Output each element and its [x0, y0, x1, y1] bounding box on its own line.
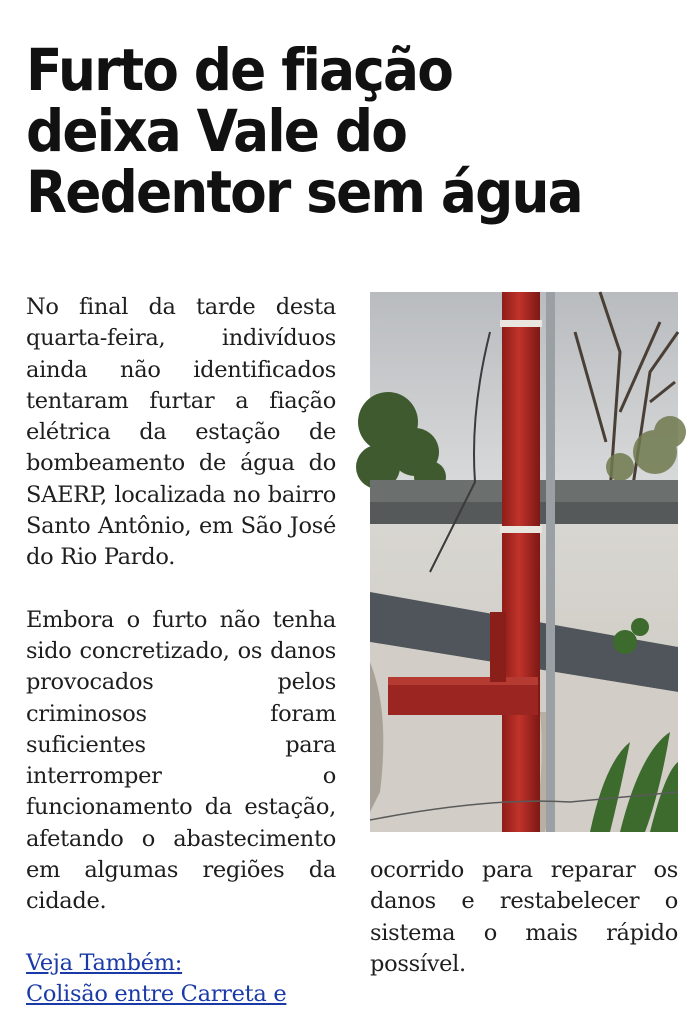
article-headline: Furto de fiação deixa Vale do Redentor sem água	[26, 36, 582, 226]
see-also-block[interactable]	[26, 948, 336, 1010]
article-body-left-column	[26, 292, 336, 1010]
article-photo	[370, 292, 678, 832]
photo-utility-pole-wall-icon	[370, 292, 678, 832]
article-paragraph-2: Embora o furto não tenha sido concretizado, os danos provocados pelos criminosos foram suficientes para interromper o funcionamento da estação, afetando o abastecimento em algumas regiões da cidade.	[26, 606, 336, 915]
see-also-link[interactable]: Colisão entre Carreta e	[26, 980, 287, 1007]
article-continuation: ocorrido para reparar os danos e restabelecer o sistema o mais rápido possível.	[370, 857, 678, 977]
see-also-label[interactable]: Veja Também:	[26, 949, 183, 976]
article-paragraph-1: No final da tarde desta quarta-feira, indivíduos ainda não identificados tentaram furtar a fiação elétrica da estação de bombeamento de água do SAERP, localizada no bairro Santo Antônio, em São José do Rio Pardo.	[26, 294, 336, 571]
